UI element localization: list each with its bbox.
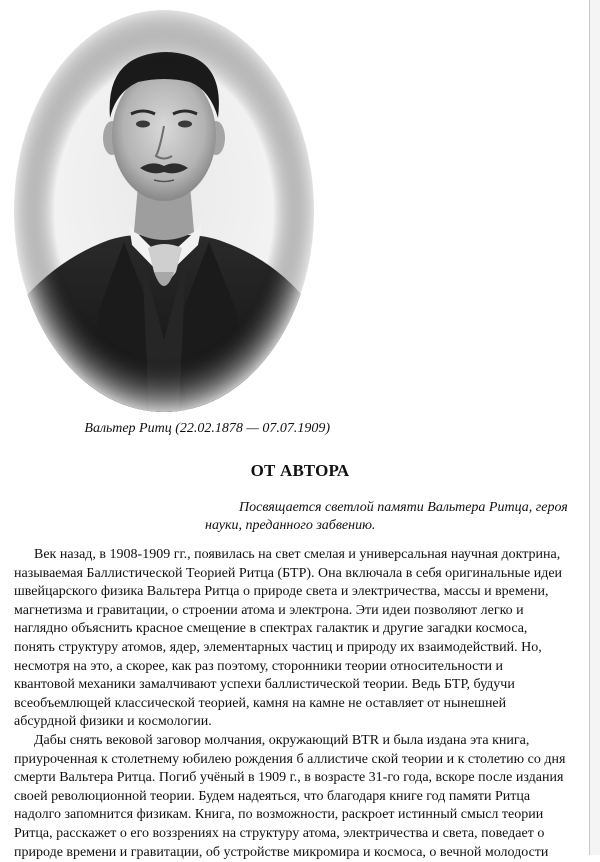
paragraph-1-line: всеобъемлющей классической теорией, камня на камне не оставляет от нынешней — [14, 695, 594, 714]
paragraph-1-line: несмотря на это, а скорее, как раз поэтому, сторонники теории относительности и — [14, 658, 594, 677]
paragraph-1-line: магнетизма и гравитации, о строении атома и электрона. Эти идеи позволяют легко и — [14, 602, 594, 621]
portrait-caption — [0, 421, 330, 437]
paragraph-2-line: смерти Вальтера Ритца. Погиб учёный в 1909 г., в возрасте 31-го года, вскоре после издания — [14, 769, 594, 788]
paragraph-1-line: квантовой механики замалчивают успехи баллистической теории. Ведь БТР, будучи — [14, 676, 594, 695]
paragraph-1-line: понять структуру атомов, ядер, элементарных частиц и природу их взаимодействий. Но, — [14, 639, 594, 658]
paragraph-1-line: швейцарского физика Вальтера Ритца о природе света и электричества, массы и времени, — [14, 583, 594, 602]
paragraph-1-line: называемая Баллистической Теорией Ритца (БТР). Она включала в себя оригинальные идеи — [14, 565, 594, 584]
epigraph-line: науки, преданного забвению. — [205, 517, 590, 535]
paragraph-2-line: приуроченная к столетнему юбилею рождения б аллистиче ской теории и к столетию со дня — [14, 751, 594, 770]
epigraph — [205, 499, 590, 535]
portrait-caption-text: Вальтер Ритц (22.02.1878 — 07.07.1909) — [84, 421, 330, 436]
epigraph-line: Посвящается светлой памяти Вальтера Ритца, героя — [205, 499, 590, 517]
paragraph-1-line: абсурдной физики и космологии. — [14, 713, 594, 732]
section-title: ОТ АВТОРА — [0, 461, 600, 481]
body-text — [14, 546, 594, 862]
paragraph-1-line: Век назад, в 1908-1909 гг., появилась на свет смелая и универсальная научная доктрина, — [14, 546, 594, 565]
paragraph-2-line: Дабы снять вековой заговор молчания, окружающий BTR и была издана эта книга, — [14, 732, 594, 751]
paragraph-2-line: Ритца, расскажет о его воззрениях на структуру атома, электричества и света, поведает о — [14, 825, 594, 844]
paragraph-2-line: своей революционной теории. Будем надеяться, что благодаря книге год памяти Ритца — [14, 788, 594, 807]
paragraph-1-line: наглядно объяснить красное смещение в спектрах галактик и другие загадки космоса, — [14, 620, 594, 639]
portrait-photo — [14, 10, 314, 412]
paragraph-2-line: природе времени и гравитации, об устройстве микромира и космоса, о вечной молодости — [14, 844, 594, 862]
paragraph-2-line: надолго запомнится физикам. Книга, по возможности, раскроет истинный смысл теории — [14, 806, 594, 825]
